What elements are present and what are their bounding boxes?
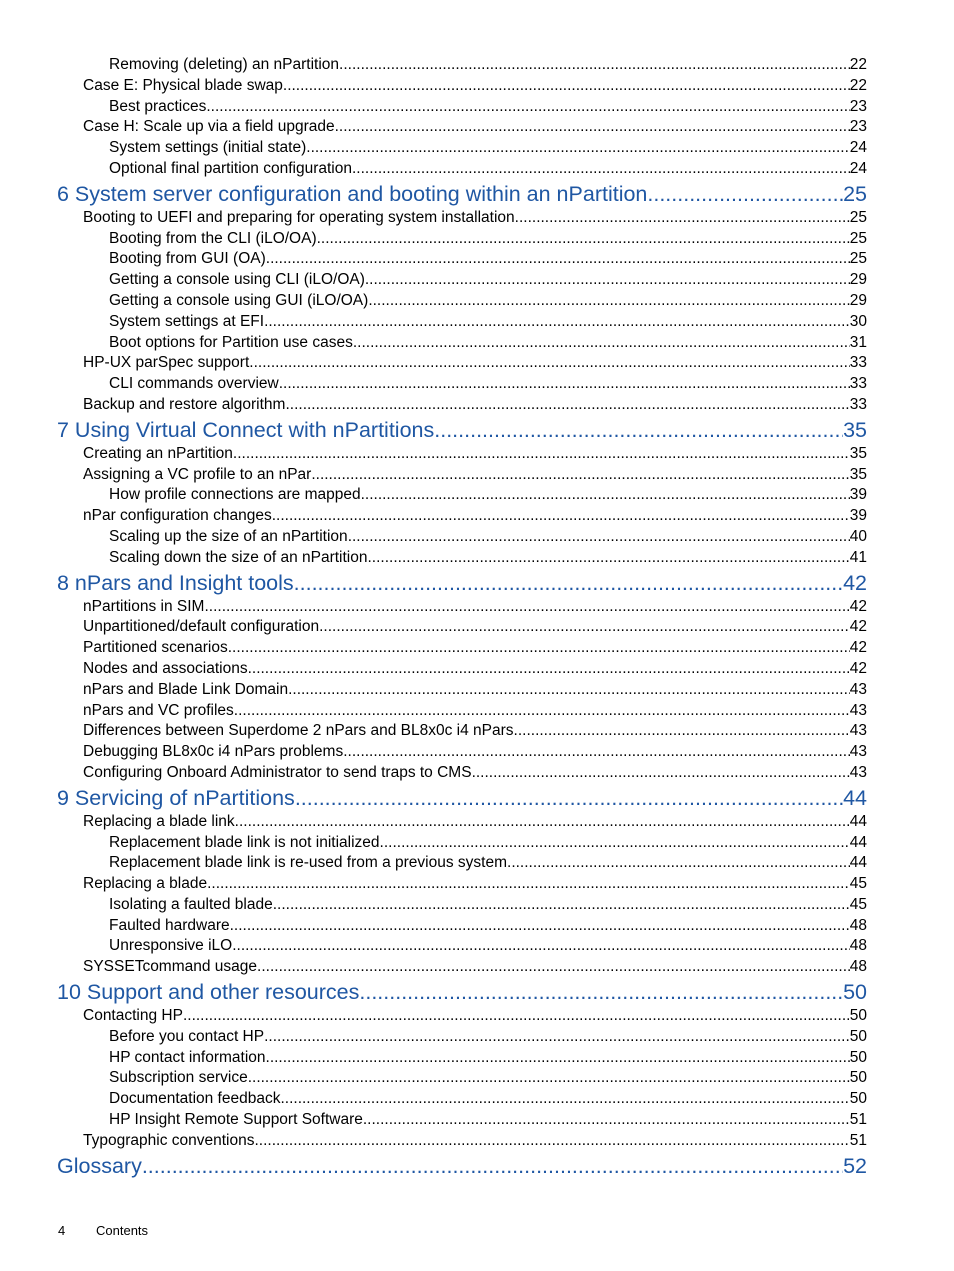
toc-entry-page: 50 (843, 980, 867, 1005)
dot-leader (288, 680, 850, 701)
toc-chapter-entry[interactable] (57, 181, 867, 208)
toc-entry-page: 50 (849, 1007, 867, 1025)
toc-entry-title: Documentation feedback (109, 1090, 281, 1108)
toc-entry-title: 10 Support and other resources (57, 980, 360, 1005)
toc-entry-title: Nodes and associations (83, 659, 248, 677)
toc-entry[interactable] (57, 374, 867, 395)
toc-entry[interactable] (57, 548, 867, 569)
toc-entry-title: Differences between Superdome 2 nPars and BL8x0c i4 nPars (83, 722, 514, 740)
dot-leader (183, 1006, 850, 1027)
dot-leader (317, 229, 850, 250)
toc-entry-page: 24 (849, 159, 867, 177)
toc-entry-page: 41 (849, 548, 867, 566)
toc-entry[interactable] (57, 291, 867, 312)
toc-entry-title: Best practices (109, 97, 207, 115)
toc-entry-title: Scaling up the size of an nPartition (109, 527, 348, 545)
dot-leader (306, 138, 849, 159)
toc-entry-page: 30 (849, 312, 867, 330)
toc-entry[interactable] (57, 395, 867, 416)
toc-entry-title: 8 nPars and Insight tools (57, 570, 294, 595)
dot-leader (206, 97, 849, 118)
toc-entry-page: 52 (843, 1153, 867, 1178)
toc-entry-page: 35 (849, 465, 867, 483)
dot-leader (311, 465, 849, 486)
toc-entry-page: 48 (849, 916, 867, 934)
toc-entry[interactable] (57, 465, 867, 486)
dot-leader (254, 1131, 849, 1152)
toc-entry-page: 50 (849, 1027, 867, 1045)
toc-entry[interactable] (57, 957, 867, 978)
toc-entry-title: Contacting HP (83, 1007, 183, 1025)
dot-leader (280, 1089, 849, 1110)
dot-leader (353, 333, 850, 354)
toc-entry[interactable] (57, 1006, 867, 1027)
toc-chapter-entry[interactable] (57, 1153, 867, 1180)
toc-entry-page: 23 (849, 97, 867, 115)
toc-entry-title: System settings (initial state) (109, 139, 307, 157)
toc-entry-title: CLI commands overview (109, 375, 279, 393)
toc-entry-title: HP Insight Remote Support Software (109, 1111, 363, 1129)
toc-entry-page: 43 (849, 680, 867, 698)
toc-entry-title: Unresponsive iLO (109, 937, 233, 955)
toc-entry[interactable] (57, 527, 867, 548)
toc-entry-title: Configuring Onboard Administrator to send traps to CMS (83, 763, 472, 781)
toc-entry-title: Case E: Physical blade swap (83, 76, 283, 94)
toc-entry-title: Booting from the CLI (iLO/OA) (109, 229, 317, 247)
toc-chapter-entry[interactable] (57, 570, 867, 597)
toc-entry-page: 22 (849, 76, 867, 94)
dot-leader (368, 291, 849, 312)
dot-leader (257, 957, 850, 978)
toc-entry[interactable] (57, 701, 867, 722)
dot-leader (272, 506, 850, 527)
toc-entry[interactable] (57, 833, 867, 854)
toc-entry-title: System settings at EFI (109, 312, 265, 330)
dot-leader (266, 1048, 850, 1069)
dot-leader (343, 742, 850, 763)
toc-entry[interactable] (57, 1027, 867, 1048)
toc-entry-title: 7 Using Virtual Connect with nPartitions (57, 417, 435, 442)
dot-leader (266, 249, 850, 270)
toc-entry-title: SYSSETcommand usage (83, 958, 258, 976)
toc-entry[interactable] (57, 506, 867, 527)
dot-leader (142, 1153, 843, 1180)
toc-entry-page: 44 (843, 785, 867, 810)
toc-entry[interactable] (57, 333, 867, 354)
dot-leader (230, 916, 850, 937)
dot-leader (248, 659, 850, 680)
toc-entry[interactable] (57, 1048, 867, 1069)
toc-entry[interactable] (57, 874, 867, 895)
toc-entry-title: Getting a console using GUI (iLO/OA) (109, 291, 369, 309)
toc-entry-page: 29 (849, 271, 867, 289)
dot-leader (363, 1110, 850, 1131)
toc-entry-page: 23 (849, 118, 867, 136)
toc-entry-page: 44 (849, 812, 867, 830)
toc-entry-title: Glossary (57, 1153, 142, 1178)
toc-entry-page: 25 (849, 250, 867, 268)
toc-entry[interactable] (57, 312, 867, 333)
dot-leader (234, 701, 850, 722)
toc-entry-page: 25 (849, 208, 867, 226)
dot-leader (434, 417, 843, 444)
toc-entry[interactable] (57, 353, 867, 374)
toc-entry-page: 43 (849, 763, 867, 781)
toc-entry-title: Booting from GUI (OA) (109, 250, 266, 268)
dot-leader (264, 1027, 850, 1048)
toc-entry-title: Debugging BL8x0c i4 nPars problems (83, 743, 344, 761)
toc-entry-page: 45 (849, 875, 867, 893)
toc-entry[interactable] (57, 617, 867, 638)
toc-entry-title: Partitioned scenarios (83, 639, 228, 657)
dot-leader (335, 117, 850, 138)
toc-entry-title: Case H: Scale up via a field upgrade (83, 118, 335, 136)
toc-entry-page: 51 (849, 1111, 867, 1129)
toc-entry[interactable] (57, 895, 867, 916)
toc-chapter-entry[interactable] (57, 979, 867, 1006)
dot-leader (339, 55, 850, 76)
dot-leader (515, 208, 850, 229)
toc-entry-page: 29 (849, 291, 867, 309)
toc-entry-title: nPars and VC profiles (83, 701, 234, 719)
toc-entry-page: 44 (849, 833, 867, 851)
dot-leader (319, 617, 850, 638)
dot-leader (207, 874, 850, 895)
toc-entry[interactable] (57, 444, 867, 465)
toc-entry-page: 43 (849, 743, 867, 761)
toc-entry-page: 39 (849, 507, 867, 525)
toc-entry[interactable] (57, 936, 867, 957)
toc-entry-page: 44 (849, 854, 867, 872)
toc-entry-title: Creating an nPartition (83, 444, 233, 462)
toc-entry[interactable] (57, 680, 867, 701)
toc-entry-title: Replacement blade link is re-used from a previous system (109, 854, 508, 872)
toc-entry[interactable] (57, 721, 867, 742)
toc-entry[interactable] (57, 249, 867, 270)
toc-entry-title: Removing (deleting) an nPartition (109, 56, 340, 73)
toc-entry-title: Faulted hardware (109, 916, 230, 934)
toc-entry-page: 39 (849, 486, 867, 504)
dot-leader (365, 270, 850, 291)
toc-entry-title: Replacement blade link is not initialized (109, 833, 380, 851)
table-of-contents (57, 55, 867, 1180)
toc-entry-title: Optional final partition configuration (109, 159, 352, 177)
toc-entry[interactable] (57, 916, 867, 937)
toc-entry[interactable] (57, 659, 867, 680)
dot-leader (285, 395, 849, 416)
toc-entry-title: 6 System server configuration and booting within an nPartition (57, 181, 648, 206)
toc-entry-title: Before you contact HP (109, 1027, 265, 1045)
dot-leader (514, 721, 850, 742)
toc-entry-page: 22 (849, 56, 867, 73)
toc-entry-title: Getting a console using CLI (iLO/OA) (109, 271, 365, 289)
toc-entry[interactable] (57, 812, 867, 833)
toc-entry-page: 31 (849, 333, 867, 351)
dot-leader (380, 833, 850, 854)
toc-entry-page: 51 (849, 1131, 867, 1149)
toc-entry-title: 9 Servicing of nPartitions (57, 785, 295, 810)
dot-leader (368, 548, 850, 569)
toc-entry[interactable] (57, 138, 867, 159)
toc-entry-page: 42 (843, 570, 867, 595)
toc-entry-title: nPars and Blade Link Domain (83, 680, 289, 698)
toc-entry-title: Replacing a blade link (83, 812, 235, 830)
toc-entry[interactable] (57, 742, 867, 763)
toc-entry-title: Subscription service (109, 1069, 248, 1087)
toc-entry[interactable] (57, 270, 867, 291)
toc-entry-page: 50 (849, 1048, 867, 1066)
toc-entry-page: 42 (849, 597, 867, 615)
toc-entry-page: 33 (849, 375, 867, 393)
toc-entry[interactable] (57, 485, 867, 506)
footer-section-name: Contents (96, 1223, 149, 1238)
toc-entry-title: HP contact information (109, 1048, 266, 1066)
toc-entry[interactable] (57, 97, 867, 118)
toc-entry-title: Backup and restore algorithm (83, 395, 286, 413)
toc-entry[interactable] (57, 1110, 867, 1131)
dot-leader (507, 853, 850, 874)
toc-entry-title: Typographic conventions (83, 1131, 255, 1149)
toc-entry-page: 42 (849, 659, 867, 677)
toc-entry-page: 43 (849, 722, 867, 740)
toc-entry[interactable] (57, 1068, 867, 1089)
toc-entry[interactable] (57, 76, 867, 97)
toc-entry-page: 24 (849, 139, 867, 157)
toc-chapter-entry[interactable] (57, 417, 867, 444)
dot-leader (279, 374, 850, 395)
toc-entry[interactable] (57, 763, 867, 784)
dot-leader (359, 979, 843, 1006)
toc-entry-page: 42 (849, 639, 867, 657)
toc-entry-page: 25 (843, 181, 867, 206)
toc-entry[interactable] (57, 597, 867, 618)
toc-entry[interactable] (57, 55, 867, 76)
dot-leader (235, 812, 850, 833)
dot-leader (228, 638, 850, 659)
toc-entry[interactable] (57, 853, 867, 874)
toc-entry-page: 48 (849, 937, 867, 955)
footer-page-number: 4 (58, 1223, 66, 1238)
toc-entry-title: nPartitions in SIM (83, 597, 205, 615)
toc-entry[interactable] (57, 159, 867, 180)
toc-entry-title: Scaling down the size of an nPartition (109, 548, 368, 566)
toc-entry[interactable] (57, 117, 867, 138)
toc-entry-page: 33 (849, 395, 867, 413)
dot-leader (273, 895, 850, 916)
toc-entry[interactable] (57, 1089, 867, 1110)
toc-entry-title: Booting to UEFI and preparing for operating system installation (83, 208, 515, 226)
dot-leader (204, 597, 849, 618)
dot-leader (348, 527, 850, 548)
toc-entry-title: HP-UX parSpec support (83, 354, 250, 372)
dot-leader (232, 936, 850, 957)
toc-entry-page: 50 (849, 1069, 867, 1087)
dot-leader (249, 353, 849, 374)
toc-entry-page: 35 (843, 417, 867, 442)
toc-entry-page: 40 (849, 527, 867, 545)
dot-leader (472, 763, 850, 784)
toc-entry-page: 48 (849, 958, 867, 976)
toc-entry-page: 43 (849, 701, 867, 719)
dot-leader (233, 444, 850, 465)
toc-entry-page: 42 (849, 618, 867, 636)
toc-entry-page: 50 (849, 1090, 867, 1108)
toc-entry[interactable] (57, 208, 867, 229)
toc-entry-page: 25 (849, 229, 867, 247)
dot-leader (283, 76, 850, 97)
toc-entry-title: Replacing a blade (83, 875, 208, 893)
toc-entry[interactable] (57, 1131, 867, 1152)
toc-entry-title: nPar configuration changes (83, 507, 272, 525)
toc-chapter-entry[interactable] (57, 785, 867, 812)
toc-entry-page: 33 (849, 354, 867, 372)
dot-leader (294, 570, 843, 597)
dot-leader (295, 785, 843, 812)
toc-entry-title: How profile connections are mapped (109, 486, 361, 504)
page-footer (58, 1223, 148, 1238)
dot-leader (248, 1068, 850, 1089)
dot-leader (361, 485, 850, 506)
toc-entry-title: Assigning a VC profile to an nPar (83, 465, 312, 483)
dot-leader (647, 181, 843, 208)
toc-entry-page: 35 (849, 444, 867, 462)
toc-entry-title: Boot options for Partition use cases (109, 333, 353, 351)
dot-leader (264, 312, 850, 333)
toc-entry-title: Isolating a faulted blade (109, 895, 273, 913)
dot-leader (352, 159, 850, 180)
toc-entry[interactable] (57, 229, 867, 250)
toc-entry[interactable] (57, 638, 867, 659)
toc-entry-title: Unpartitioned/default configuration (83, 618, 320, 636)
toc-entry-page: 45 (849, 895, 867, 913)
